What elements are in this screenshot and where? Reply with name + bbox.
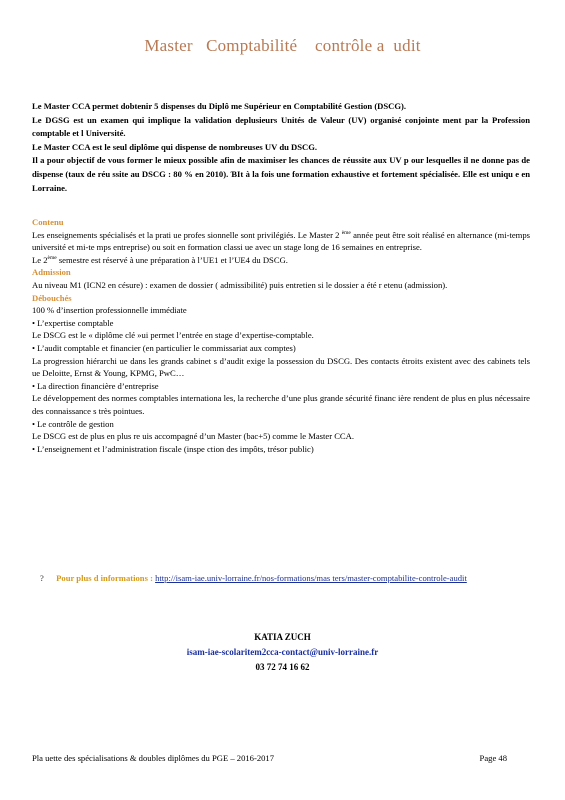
debouches-line: • L’audit comptable et financier (en particulier le commissariat aux comptes) [32,342,296,353]
debouches-line: La progression hiérarchi ue dans les grands cabinet s d’audit exige la possession du DSCG. Des contacts étroits existent avec des cabinets tels ue Deloitte, Ernst & Young, KPMG, PwC… [32,355,530,379]
intro-paragraph: Le Master CCA permet dobtenir 5 dispenses du Diplô me Supérieur en Comptabilité Gestion (DSCG). [32,101,407,111]
intro-paragraph: Il a pour objectif de vous former le mieux possible afin de maximiser les chances de réussite aux UV p our lesquelles il ne donne pas de dispense (taux de réu ssite au DSCG : 80 % en 2010). ƁIt à la fois une formation exhaustive et fortement spécialisée. Elle est uniqu e en Lorraine. [32,155,530,193]
contenu-heading: Contenu [32,217,64,227]
debouches-line: Le développement des normes comptables internationa les, la recherche d’une plus grande sécurité financ ière rendent de plus en plus nécessaire des connaissance s très pointues. [32,393,530,416]
page-number: Page 48 [479,753,507,763]
info-marker: ? [40,573,44,583]
program-link[interactable]: http://isam-iae.univ-lorraine.fr/nos-formations/mas ters/master-comptabilite-controle-audit [155,573,467,583]
debouches-line: • L’enseignement et l’administration fiscale (inspe ction des impôts, trésor public) [32,443,314,454]
admission-heading: Admission [32,267,71,278]
admission-text: Au niveau M1 (ICN2 en césure) : examen de dossier ( admissibilité) puis entretien si le dossier a été r etenu (admission). [32,279,448,290]
more-info [40,572,530,585]
contact-block [0,630,565,675]
debouches-heading: Débouchés [32,292,72,303]
intro-paragraph: Le Master CCA est le seul diplôme qui dispense de nombreuses UV du DSCG. [32,141,318,152]
contact-email[interactable]: isam-iae-scolaritem2cca-contact@univ-lorraine.fr [186,647,379,657]
debouches-line: • Le contrôle de gestion [32,418,114,429]
debouches-line: Le DSCG est de plus en plus re uis accompagné d’un Master (bac+5) comme le Master CCA. [32,431,355,442]
info-label: Pour plus d informations : [56,573,153,583]
intro-block [32,100,530,195]
debouches-line: • L’expertise comptable [32,317,114,328]
intro-paragraph: Le DGSG est un examen qui implique la validation deplusieurs Unités de Valeur (UV) organisé conjointe ment par la Profession comptable et l Université. [32,114,530,139]
debouches-line: • La direction financière d’entreprise [32,380,159,391]
debouches-line: 100 % d’insertion professionnelle immédiate [32,305,187,316]
footer-title: Pla uette des spécialisations & doubles diplômes du PGE – 2016-2017 [32,753,275,763]
contact-name: KATIA ZUCH [254,632,311,642]
contact-phone: 03 72 74 16 62 [255,662,310,672]
program-details [32,216,530,455]
page-title: Master Comptabilité contrôle a udit [144,36,421,55]
contenu-paragraph-1: Les enseignements spécialisés et la prati ue profes sionnelle sont privilégiés. Le Master 2 $^{ème}$ année peut être soit réalisé en alternance (mi-temps université et mi-te mps entreprise) ou soit en formation classi ue avec un stage long de 16 semaines en entreprise. [32,229,530,253]
debouches-line: Le DSCG est le « diplôme clé »ui permet l’entrée en stage d’expertise-comptable. [32,330,314,341]
contenu-paragraph-2: Le 2ème semestre est réservé à une préparation à l’UE1 et l’UE4 du DSCG. [32,254,288,265]
page-footer [32,753,507,763]
